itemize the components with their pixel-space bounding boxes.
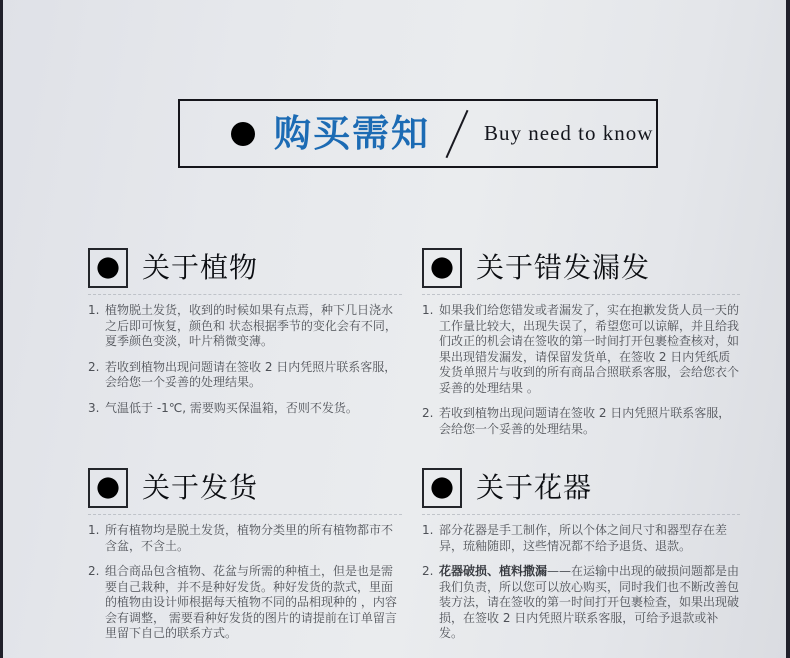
section-header	[422, 248, 740, 288]
list-item: 2. 若收到植物出现问题请在签收 2 日内凭照片联系客服，会给您一个妥善的处理结果。	[422, 406, 731, 436]
section-header	[88, 468, 402, 508]
page-right-border	[786, 0, 790, 658]
list-item: 1. 植物脱土发货，收到的时候如果有点焉，种下几日浇水之后即可恢复，颜色和 状态根据季节的变化会有不同，夏季颜色变淡，叶片稍微变薄。	[88, 303, 397, 348]
divider	[88, 294, 402, 295]
section-title: 关于发货	[142, 471, 259, 504]
divider	[422, 294, 740, 295]
notice-banner	[178, 99, 658, 168]
section-vases	[422, 468, 740, 652]
list-item: 1. 如果我们给您错发或者漏发了，实在抱歉发货人员一天的工作量比较大，出现失误了，希望您可以谅解，并且给我们改正的机会请在签收的第一时间打开包裹检查核对，如果出现错发漏发，请保留发货单，在签收 2 日内凭纸质发货单照片与收到的所有商品合照联系客服，会给您衣个妥善的处理结果 。	[422, 303, 740, 395]
section-plants	[88, 248, 402, 426]
list-item: 2. 花器破损、植料撒漏——在运输中出现的破损问题都是由我们负责，所以您可以放心购买，同时我们也不断改善包装方法，请在签收的第一时间打开包裹检查，如果出现破损，在签收 2 日内凭照片联系客服，可给予退款或补发。	[422, 564, 740, 640]
page-subtitle: Buy need to know	[484, 121, 654, 145]
page-title: 购买需知	[274, 112, 430, 155]
sun-icon	[88, 248, 128, 288]
section-wrong-shipment	[422, 248, 740, 447]
list-item: 3. 气温低于 -1℃, 需要购买保温箱，否则不发货。	[88, 400, 358, 415]
section-title: 关于植物	[142, 251, 259, 284]
section-title: 关于花器	[476, 471, 593, 504]
divider	[88, 514, 402, 515]
sun-icon	[226, 117, 260, 151]
list-item: 2. 若收到植物出现问题请在签收 2 日内凭照片联系客服，会给您一个妥善的处理结果。	[88, 359, 397, 389]
page-left-border	[0, 0, 3, 658]
list-item: 1. 所有植物均是脱土发货，植物分类里的所有植物都市不含盆，不含土。	[88, 523, 394, 553]
section-header	[422, 468, 740, 508]
sun-icon	[88, 468, 128, 508]
section-shipping	[88, 468, 402, 652]
sun-icon	[422, 468, 462, 508]
section-title: 关于错发漏发	[476, 251, 651, 284]
list-item: 1. 部分花器是手工制作，所以个体之间尺寸和器型存在差异，琉釉随即，这些情况都不给予退货、退款。	[422, 523, 728, 553]
divider	[422, 514, 740, 515]
sun-icon	[422, 248, 462, 288]
slash-divider	[446, 109, 469, 157]
section-header	[88, 248, 402, 288]
list-item: 2. 组合商品包含植物、花盆与所需的种植土，但是也是需要自己栽种，并不是种好发货。种好发货的款式，里面的植物由设计师根据每天植物不同的品相现种的 ，内容会有调整， 需要看种好发货的图片的请提前在订单留言里留下自己的联系方式。	[88, 564, 397, 640]
